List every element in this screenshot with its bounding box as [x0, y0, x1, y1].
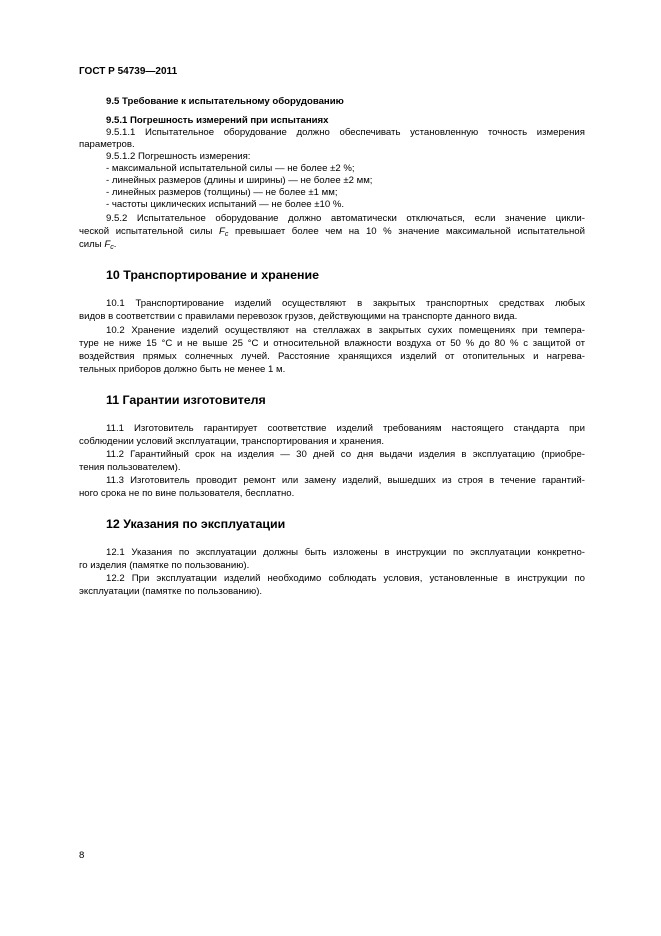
paragraph-line: параметров.	[79, 139, 135, 150]
paragraph-line: тения пользователем).	[79, 462, 181, 473]
document-id: ГОСТ Р 54739—2011	[79, 66, 178, 77]
section-9-5-title: 9.5 Требование к испытательному оборудованию	[106, 96, 344, 107]
list-item: - линейных размеров (толщины) — не более ±1 мм;	[106, 187, 338, 198]
paragraph-line: 10.1 Транспортирование изделий осуществляют в закрытых транспортных средствах любых	[106, 298, 585, 309]
paragraph-line: 9.5.1.1 Испытательное оборудование должно обеспечивать установленную точность измерения	[106, 127, 585, 138]
paragraph-line: видов в соответствии с правилами перевозок грузов, действующими на транспорте данного вида.	[79, 311, 518, 322]
list-item: - частоты циклических испытаний — не более ±10 %.	[106, 199, 345, 210]
paragraph-line: 9.5.1.2 Погрешность измерения:	[106, 151, 251, 162]
section-11-title: 11 Гарантии изготовителя	[106, 393, 266, 407]
paragraph-line: соблюдении условий эксплуатации, транспортирования и хранения.	[79, 436, 385, 447]
paragraph-line: эксплуатации (памятке по пользованию).	[79, 586, 263, 597]
paragraph-line: 9.5.2 Испытательное оборудование должно автоматически отключаться, если значение цикли-	[106, 213, 585, 224]
paragraph-line: 11.3 Изготовитель проводит ремонт или замену изделий, вышедших из строя в течение гарантий-	[106, 475, 585, 486]
paragraph-line: го изделия (памятке по пользованию).	[79, 560, 250, 571]
paragraph-line: силы $F_c$.	[79, 239, 117, 251]
page-number: 8	[79, 850, 85, 861]
list-item: - линейных размеров (длины и ширины) — не более ±2 мм;	[106, 175, 373, 186]
paragraph-line: туре не ниже 15 °С и не выше 25 °С и относительной влажности воздуха от 50 % до 80 % с защитой от	[79, 338, 585, 349]
section-12-title: 12 Указания по эксплуатации	[106, 517, 286, 531]
paragraph-line: 11.1 Изготовитель гарантирует соответствие изделий требованиям настоящего стандарта при	[106, 423, 585, 434]
paragraph-line: 12.2 При эксплуатации изделий необходимо соблюдать условия, установленные в инструкции по	[106, 573, 585, 584]
section-10-title: 10 Транспортирование и хранение	[106, 268, 319, 282]
paragraph-line: воздействия прямых солнечных лучей. Расстояние хранящихся изделий от отопительных и нагрева-	[79, 351, 585, 362]
paragraph-line: 12.1 Указания по эксплуатации должны быть изложены в инструкции по эксплуатации конкретно-	[106, 547, 585, 558]
paragraph-line: ческой испытательной силы $F_c$ превышает более чем на 10 % значение максимальной испытательной	[79, 226, 585, 238]
paragraph-line: 10.2 Хранение изделий осуществляют на стеллажах в закрытых сухих помещениях при темпера-	[106, 325, 585, 336]
section-9-5-1-title: 9.5.1 Погрешность измерений при испытаниях	[106, 115, 329, 126]
list-item: - максимальной испытательной силы — не более ±2 %;	[106, 163, 355, 174]
paragraph-line: тельных приборов должно быть не менее 1 м.	[79, 364, 286, 375]
paragraph-line: 11.2 Гарантийный срок на изделия — 30 дней со дня выдачи изделия в эксплуатацию (приобре-	[106, 449, 585, 460]
paragraph-line: ного срока не по вине пользователя, бесплатно.	[79, 488, 295, 499]
